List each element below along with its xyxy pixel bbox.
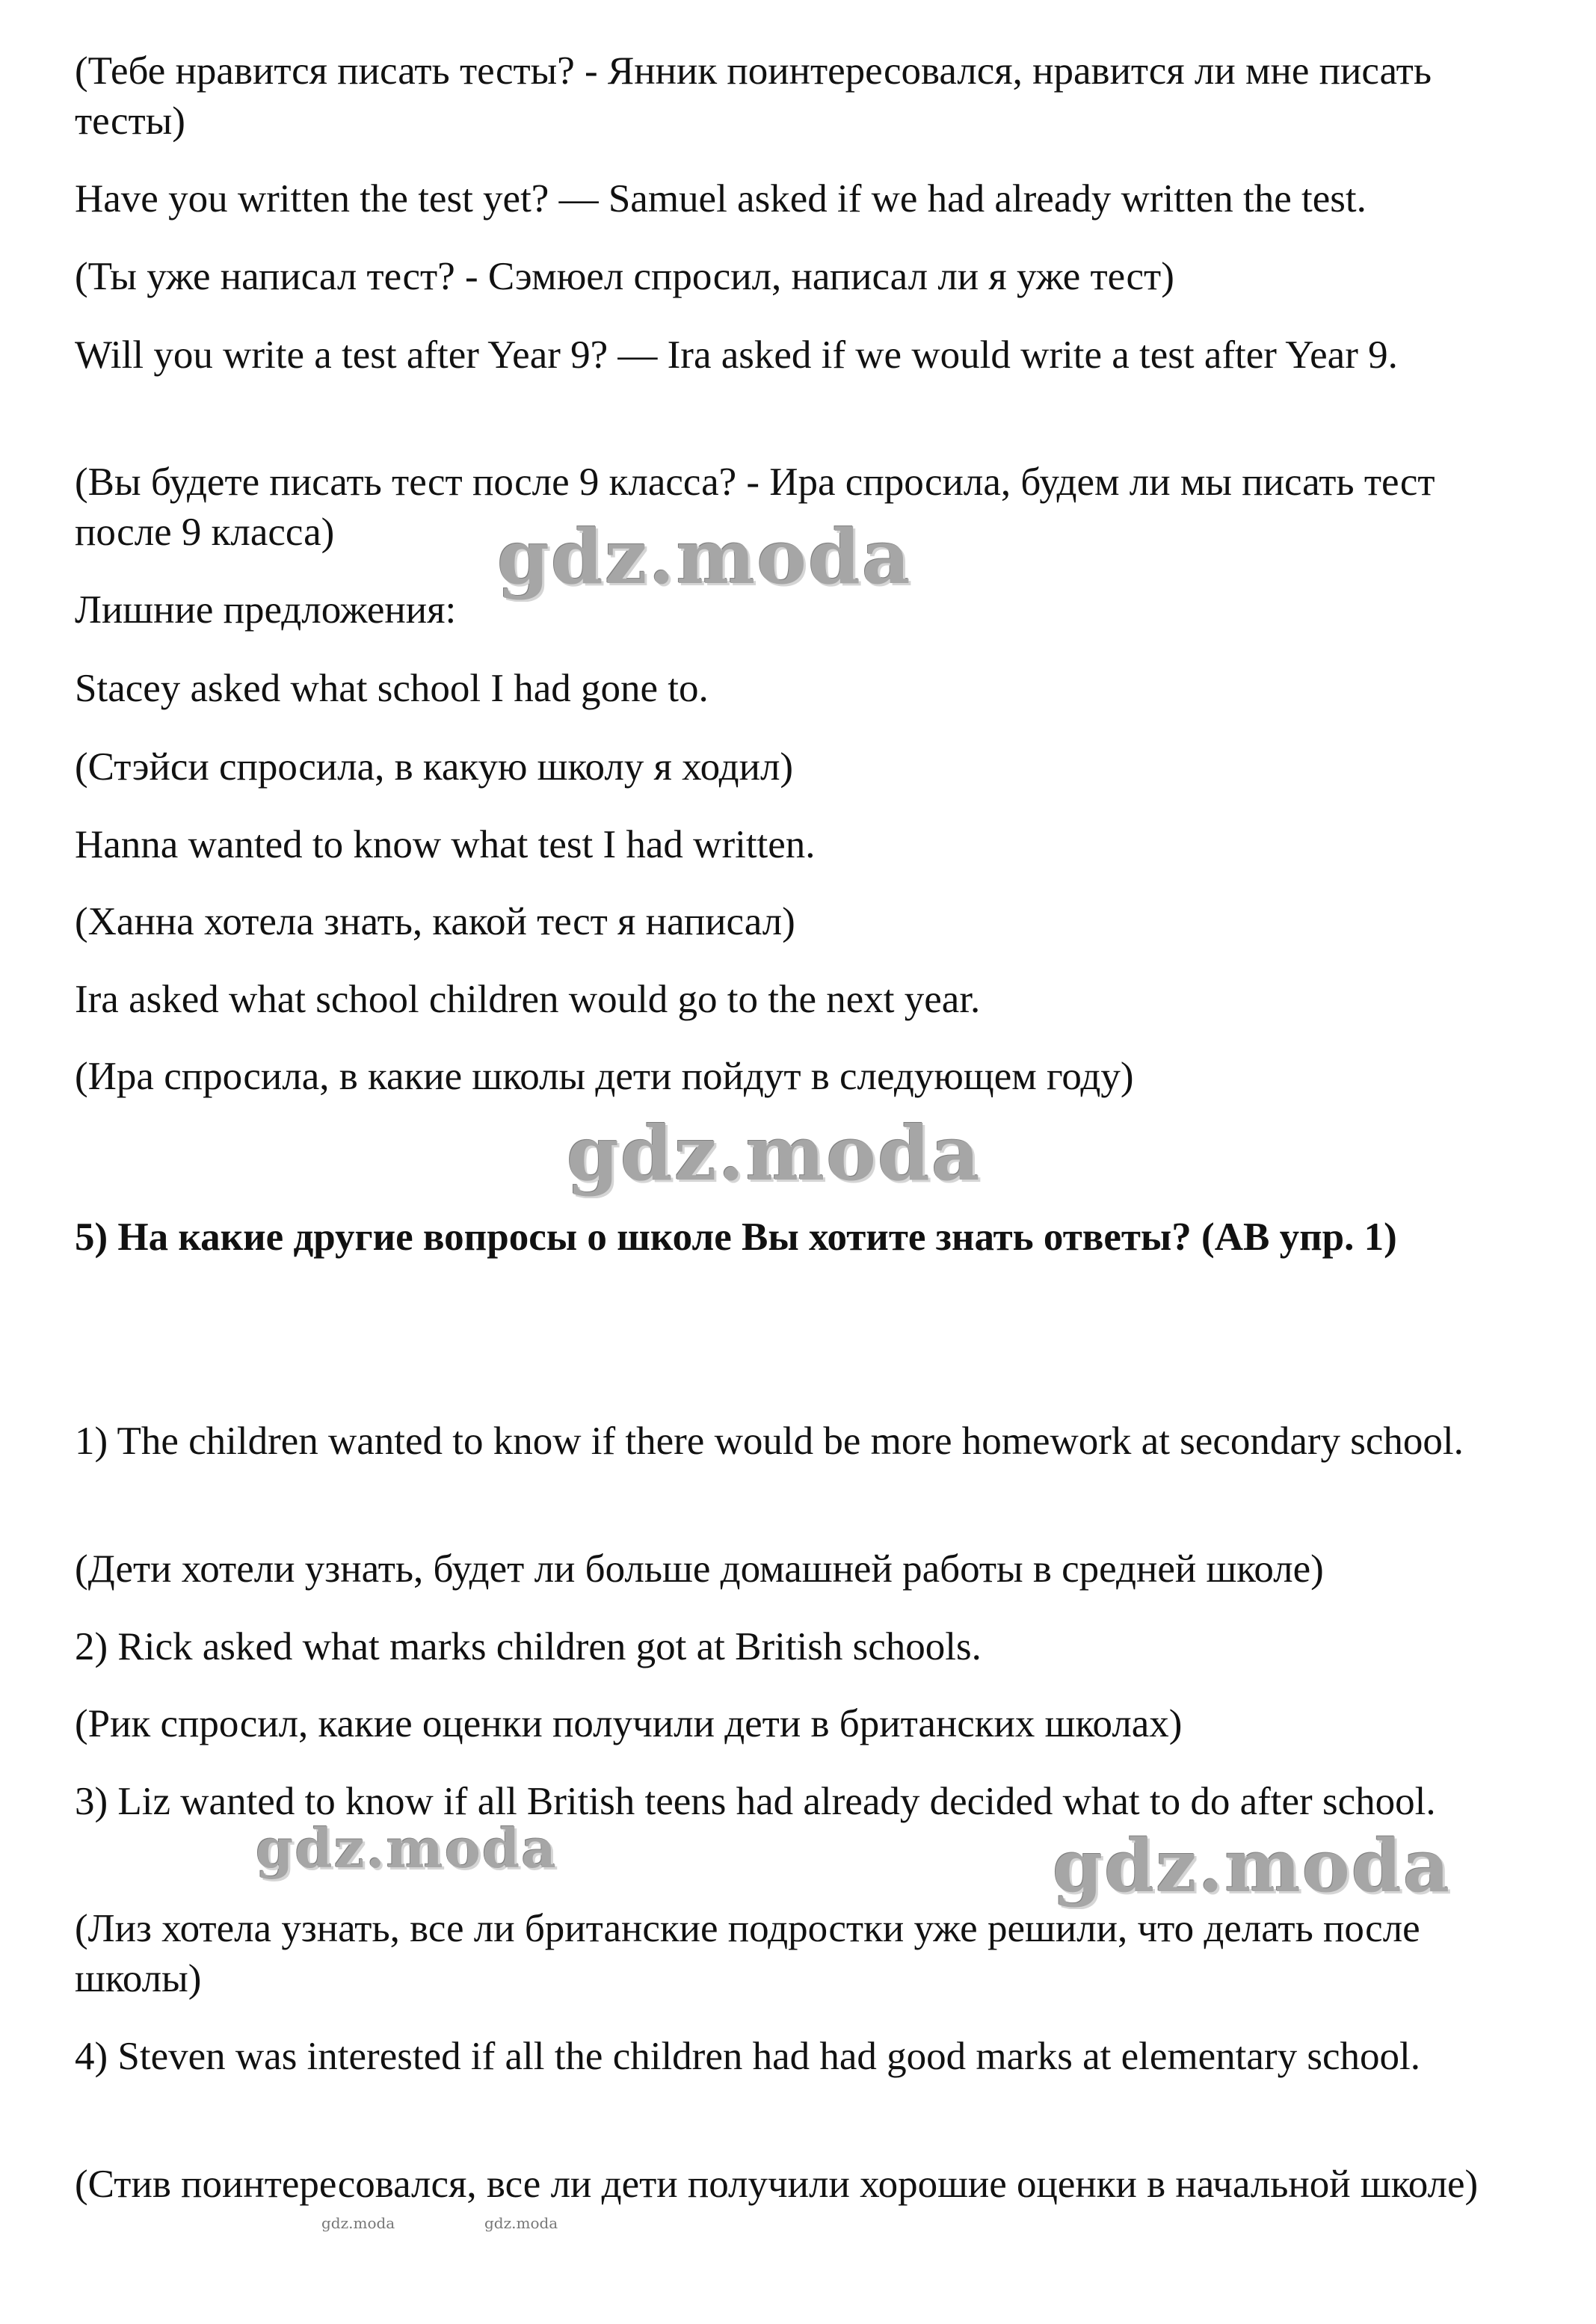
paragraph: Have you written the test yet? — Samuel asked if we had already written the test. bbox=[75, 177, 1367, 221]
paragraph: (Ханна хотела знать, какой тест я написал) bbox=[75, 900, 795, 943]
answer-item: 1) The children wanted to know if there would be more homework at secondary school. bbox=[75, 1420, 1464, 1463]
answer-item: (Стив поинтересовался, все ли дети получили хорошие оценки в начальной школе) bbox=[75, 2163, 1479, 2206]
answer-item: (Дети хотели узнать, будет ли больше домашней работы в средней школе) bbox=[75, 1547, 1324, 1591]
answer-item: 4) Steven was interested if all the children had had good marks at elementary school. bbox=[75, 2035, 1420, 2078]
watermark-logo: gdz.moda bbox=[1053, 1824, 1452, 1908]
watermark-small: gdz.moda bbox=[484, 2214, 558, 2232]
answer-item: (Лиз хотела узнать, все ли британские подростки уже решили, что делать после школы) bbox=[75, 1907, 1420, 2000]
watermark-logo: gdz.moda bbox=[567, 1109, 982, 1198]
watermark-small: gdz.moda bbox=[321, 2214, 395, 2232]
paragraph: Hanna wanted to know what test I had written. bbox=[75, 823, 816, 866]
paragraph: (Тебе нравится писать тесты? - Янник поинтересовался, нравится ли мне писать тесты) bbox=[75, 49, 1432, 143]
paragraph: Ira asked what school children would go to the next year. bbox=[75, 978, 981, 1021]
answer-item: 2) Rick asked what marks children got at British schools. bbox=[75, 1625, 982, 1668]
watermark-logo: gdz.moda bbox=[497, 513, 912, 601]
paragraph: (Ты уже написал тест? - Сэмюел спросил, написал ли я уже тест) bbox=[75, 255, 1174, 298]
paragraph: (Вы будете писать тест после 9 класса? - Ира спросила, будем ли мы писать тест после 9 класса) bbox=[75, 460, 1435, 554]
paragraph: Will you write a test after Year 9? — Ira asked if we would write a test after Year 9. bbox=[75, 333, 1398, 377]
section-heading: 5) На какие другие вопросы о школе Вы хотите знать ответы? (AB упр. 1) bbox=[75, 1215, 1397, 1259]
paragraph: (Стэйси спросила, в какую школу я ходил) bbox=[75, 745, 794, 789]
answer-item: 3) Liz wanted to know if all British teens had already decided what to do after school. bbox=[75, 1780, 1436, 1823]
paragraph: Stacey asked what school I had gone to. bbox=[75, 667, 709, 710]
answer-item: (Рик спросил, какие оценки получили дети в британских школах) bbox=[75, 1702, 1183, 1745]
watermark-logo: gdz.moda bbox=[256, 1816, 558, 1880]
paragraph: Лишние предложения: bbox=[75, 588, 457, 632]
paragraph: (Ира спросила, в какие школы дети пойдут в следующем году) bbox=[75, 1055, 1134, 1098]
